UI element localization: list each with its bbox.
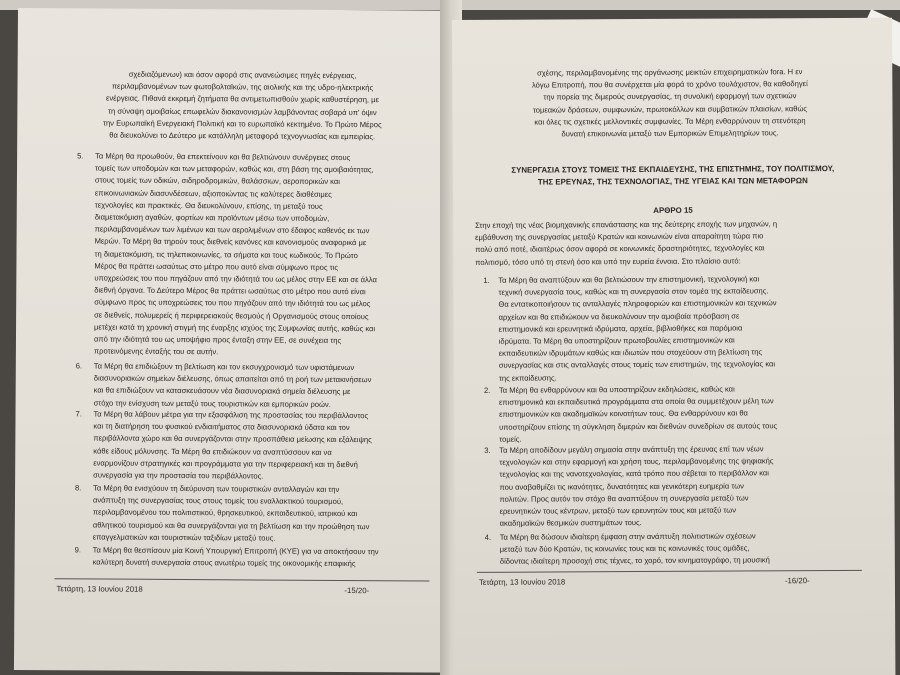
document-page-left [14, 8, 458, 673]
text-line: ερευνητικών τους κέντρων, μεταξύ των ερευνητών τους και μεταξύ των [499, 505, 737, 516]
text-line: συνεργασία για την προστασία του περιβάλλοντος. [93, 470, 264, 481]
text-line: διαμετακόμιση αγαθών, φορτίων και προϊόντων μέσω των υποδομών, [94, 212, 330, 223]
footer-date-left: Τετάρτη, 13 Ιουνίου 2018 [56, 584, 143, 594]
section-title-line: ΣΥΝΕΡΓΑΣΙΑ ΣΤΟΥΣ ΤΟΜΕΙΣ ΤΗΣ ΕΚΠΑΙΔΕΥΣΗΣ, ΤΗΣ ΕΠΙΣΤΗΜΗΣ, ΤΟΥ ΠΟΛΙΤΙΣΜΟΥ, [511, 164, 835, 175]
text-line: εκπαιδευτικών ιδρυμάτων καθώς και ιδιωτών που στοχεύουν στη βελτίωση της [498, 347, 763, 358]
text-line: τεχνολογίας και της νανοτεχνολογίας, κατά τρόπο που σέβεται το περιβάλλον και [499, 468, 770, 480]
item-number: 9. [74, 545, 82, 555]
text-line: μεταξύ των δύο Κρατών, τις κοινωνίες τους και τις κοινωνικές τους ομάδες, [499, 543, 750, 554]
text-line: Στην εποχή της νέας βιομηχανικής επανάστασης και της δεύτερης εποχής των μηχανών, η [475, 219, 778, 230]
text-line: υποχρεώσεις του που πηγάζουν από την ιδιότητά του ως μέλος στην ΕΕ και σε άλλα [94, 273, 377, 285]
text-line: Τα Μέρη θα δώσουν ιδιαίτερη έμφαση στην ανάπτυξη πολιτιστικών σχέσεων [499, 531, 756, 542]
text-line: περιλαμβανομένου του πολιτιστικού, θρησκευτικού, εκπαιδευτικού, ιατρικού και [92, 507, 358, 519]
text-line: της εκπαίδευσης. [498, 373, 557, 383]
text-line: κάθε είδους μόλυνσης. Τα Μέρη θα επιδιώκουν να αναπτύσσουν και να [93, 446, 332, 457]
text-line: Τα Μέρη θα επιδιώξουν τη βελτίωση και τον εκσυγχρονισμό των υφιστάμενων [93, 361, 355, 373]
numbered-paragraph [93, 408, 423, 483]
section-title [483, 163, 863, 188]
text-line: επιστημονικά και ερευνητικά ιδρύματα, αρχεία, βιβλιοθήκες και παρόμοια [498, 323, 743, 334]
item-number: 3. [484, 445, 491, 455]
text-line: δυνατή επικοινωνία μεταξύ των Εμπορικών Επιμελητηρίων τους. [561, 128, 779, 139]
text-line: Θα εντατικοποιήσουν τις ανταλλαγές πληροφοριών και επιστημονικών και τεχνικών [498, 298, 777, 310]
text-line: Τα Μέρη θα λάβουν μέτρα για την εξασφάλιση της προστασίας του περιβάλλοντος [93, 409, 369, 421]
text-line: την Ευρωπαϊκή Ενεργειακή Πολιτική και το ευρωπαϊκό κεκτημένο. Το Πρώτο Μέρος [102, 118, 382, 130]
article-intro-paragraph [475, 218, 865, 269]
text-line: Τα Μέρη αποδίδουν μεγάλη σημασία στην ανάπτυξη της έρευνας επί των νέων [499, 444, 764, 455]
numbered-paragraph [500, 530, 865, 569]
text-line: σύμφωνο προς τις υποχρεώσεις του που πηγάζουν από την ιδιότητά του ως μέλος [94, 297, 371, 309]
text-line: σχεδιαζόμενων) και όσον αφορά στις ανανεώσιμες πηγές ενέργειας, [128, 69, 357, 81]
text-line: τη διαμετακόμιση, τις τηλεπικοινωνίες, τα σήματα και τους κωδικούς. Το Πρώτο [94, 249, 358, 260]
text-line: Τα Μέρη θα προωθούν, θα επεκτείνουν και θα βελτιώνουν συνέργειες στους [95, 151, 351, 163]
footer-page-number-right: -16/20- [784, 576, 810, 586]
footer-date-right: Τετάρτη, 13 Ιουνίου 2018 [478, 577, 566, 587]
text-line: από την ιδιότητά του ως υποψήφιο προς ένταξη στην ΕΕ, σε συνέχεια της [93, 334, 342, 346]
section-title-line: ΤΗΣ ΕΡΕΥΝΑΣ, ΤΗΣ ΤΕΧΝΟΛΟΓΙΑΣ, ΤΗΣ ΥΓΕΙΑΣ ΚΑΙ ΤΩΝ ΜΕΤΑΦΟΡΩΝ [537, 175, 808, 187]
text-line: διεθνή όργανα. Το Δεύτερο Μέρος θα πράττει ωσαύτως στο μέτρο που αυτό είναι [94, 285, 366, 297]
item-number: 6. [75, 361, 83, 371]
numbered-paragraph [93, 544, 423, 570]
item-number: 2. [483, 385, 491, 395]
numbered-paragraph [499, 443, 864, 530]
text-line: αθλητικού τουρισμού και θα συνεργάζονται για τη βελτίωση και την προώθηση των [92, 520, 370, 531]
footer-rule-right [477, 570, 862, 573]
text-line: θα διευκολύνει το Δεύτερο με κατάλληλη μεταφορά τεχνογνωσίας και εμπειρίας. [109, 130, 376, 142]
text-line: στους τομείς των οδικών, σιδηροδρομικών, θαλάσσιων, αεροπορικών και [94, 175, 340, 187]
left-intro-paragraph [72, 68, 412, 143]
text-line: Μερών. Τα Μέρη θα τηρούν τους διεθνείς κανόνες και κανονισμούς αναφορικά με [94, 236, 367, 248]
item-number: 4. [484, 532, 492, 542]
text-line: και όλες τις σχετικές μελλοντικές συμφωνίες. Τα Μέρη ενθαρρύνουν τη στενότερη [534, 115, 806, 127]
text-line: συνεργασίας και στις ανταλλαγές στους τομείς των επιστημών, της τεχνολογίας και [498, 359, 776, 371]
text-line: στόχο την ενίσχυση των μεταξύ τους τουριστικών και εμπορικών ροών. [93, 398, 331, 409]
text-line: καλύτερη δυνατή συνεργασία στους ανωτέρω τομείς της οικονομικής επαφικής [92, 557, 356, 569]
footer-page-number-left: -15/20- [344, 586, 370, 596]
text-line: επαγγελματικών και τουριστικών ταξιδίων μεταξύ τους. [92, 532, 276, 543]
text-line: δίδοντας ιδιαίτερη προσοχή στις τέχνες, το χορό, τον κινηματογράφο, τη μουσική [499, 555, 770, 567]
document-page-right [452, 18, 895, 675]
item-number: 5. [77, 151, 84, 161]
text-line: αρχείων και θα επιδιώκουν να διευκολύνουν την αμοιβαία πρόσβαση σε [498, 311, 740, 322]
right-intro-paragraph [492, 66, 847, 141]
text-line: Μέρος θα πράττει ωσαύτως στο μέτρο που αυτό είναι σύμφωνο προς τις [94, 261, 339, 272]
text-line: σχέσης, περιλαμβανομένης της οργάνωσης μεικτών επιχειρηματικών fora. Η εν [537, 67, 803, 78]
item-number: 7. [75, 409, 82, 419]
text-line: επικοινωνιακών διασυνδέσεων, αξιοποιώντας τις καλύτερες διαθέσιμες [94, 188, 332, 199]
text-line: ακαδημαϊκών θεσμικών συστημάτων τους. [499, 518, 642, 528]
text-line: επιστημονικών και ακαδημαϊκών κοινοτήτων τους. Θα ενθαρρύνουν και θα [499, 408, 748, 420]
text-line: τεχνική συνεργασία τους, καθώς και τη συνεργασία στον τομέα της εκπαίδευσης. [498, 286, 769, 297]
text-line: ανάπτυξη της συνεργασίας τους στους τομείς του εναλλακτικού τουρισμού, [92, 495, 344, 507]
text-line: τομείς των υποδομών και των μεταφορών, καθώς και, στη βάση της αμοιβαιότητας, [94, 163, 374, 175]
text-line: σε διεθνείς, πολυμερείς ή περιφερειακούς θεσμούς ή Οργανισμούς στους οποίους [94, 310, 369, 321]
text-line: Τα Μέρη θα ενισχύουν τη διεύρυνση των τουριστικών ανταλλαγών και την [93, 483, 340, 494]
text-line: και τη διατήρηση του φυσικού ενδιαιτήματος στα διασυνοριακά ύδατα και τον [93, 421, 350, 433]
footer-rule-left [55, 578, 430, 581]
numbered-paragraph [94, 360, 424, 411]
text-line: λόγω Επιτροπή, που θα συνέρχεται μία φορά το χρόνο τουλάχιστον, θα καθοδηγεί [531, 79, 808, 90]
text-line: που αναβαθμίζει τις ικανότητες, δυνατότητες και γενικότερη ευημερία των [499, 481, 744, 492]
text-line: Τα Μέρη θα ενθαρρύνουν και θα υποστηρίζουν εκδηλώσεις, καθώς και [498, 384, 735, 395]
text-line: εμβάθυνση της συνεργασίας μεταξύ Κρατών και κοινωνιών είναι απαραίτητη τώρα πιο [475, 231, 764, 243]
text-line: και θα επιδιώξουν να κατασκευάσουν νέα διασυνοριακά σημεία διέλευσης με [93, 385, 351, 397]
numbered-paragraph [94, 150, 425, 359]
text-line: τομείς. [499, 434, 522, 444]
text-line: πολύ από ποτέ, ιδιαιτέρως όσον αφορά σε κοινωνικές δραστηριότητες, τεχνολογίες και [475, 243, 765, 255]
text-line: περιβάλλοντα χώρο και θα συνεργάζονται στην προσπάθεια μείωσης και εξάλειψης [93, 433, 372, 445]
text-line: πολιτισμό, τόσο υπό τη στενή όσο και υπό την ευρεία έννοια. Στο πλαίσιο αυτό: [475, 256, 741, 267]
text-line: μετέχει κατά τη χρονική στιγμή της έναρξης ισχύος της Συμφωνίας αυτής, καθώς και [94, 322, 376, 334]
text-line: τεχνολογιών και στην εφαρμογή και χρήση τους, περιλαμβανομένης της ψηφιακής [499, 456, 774, 467]
text-line: πολιτών. Προς αυτόν τον στόχο θα αναπτύξουν τη συνεργασία μεταξύ των [499, 493, 749, 504]
text-line: τομεακών δράσεων, συμφωνιών, πρωτοκόλλων και συμβατικών πλαισίων, καθώς [532, 103, 808, 115]
text-line: ιδρύματα. Τα Μέρη θα υποστηρίζουν πρωτοβουλίες επιστημονικών και [498, 335, 735, 346]
text-line: ενέργειας. Πιθανά εκκρεμή ζητήματα θα αντιμετωπισθούν χωρίς καθυστέρηση, με [105, 93, 379, 105]
text-line: υποστηρίζουν επίσης τη σύγκληση διμερών και διεθνών συνεδρίων σε αυτούς τους [499, 420, 778, 432]
numbered-paragraph [93, 482, 423, 545]
numbered-paragraph [498, 273, 864, 385]
text-line: περιλαμβανομένων των λιμένων και των αερολιμένων στο έδαφος καθενός εκ των [94, 224, 370, 236]
text-line: τη σύναψη αμοιβαίως επωφελών διακανονισμών λαμβάνοντας σοβαρά υπ' όψιν [108, 106, 377, 117]
article-heading: ΑΡΘΡΟ 15 [653, 205, 693, 215]
text-line: περιλαμβανομένων των φωτοβολταϊκών, της αιολικής και της υδρο-ηλεκτρικής [111, 81, 374, 93]
text-line: Τα Μέρη θα θεσπίσουν μία Κοινή Υπουργική Επιτροπή (ΚΥΕ) για να αποκτήσουν την [92, 545, 379, 557]
numbered-paragraph [499, 383, 864, 446]
text-line: εναρμονίζουν στρατηγικές και προγράμματα για την περιφερειακή και τη διεθνή [93, 458, 358, 469]
text-line: τεχνολογίες και πρακτικές. Θα διευκολύνουν, επίσης, τη μεταξύ τους [94, 200, 323, 211]
text-line: προτεινόμενης ένταξής του σε αυτήν. [93, 346, 219, 357]
item-number: 8. [75, 483, 82, 493]
text-line: διασυνοριακών σημείων διέλευσης, όπως απαιτείται από τη ροή των μετακινήσεων [93, 373, 372, 385]
text-line: την πορεία της διμερούς συνεργασίας, τη συνολική εφαρμογή των σχετικών [543, 91, 797, 102]
item-number: 1. [483, 275, 490, 285]
text-line: επιστημονικά και εκπαιδευτικά προγράμματα στα οποία θα συμμετέχουν μέλη των [498, 396, 774, 407]
text-line: Τα Μέρη θα αναπτύξουν και θα βελτιώσουν την επιστημονική, τεχνολογική και [498, 274, 760, 285]
